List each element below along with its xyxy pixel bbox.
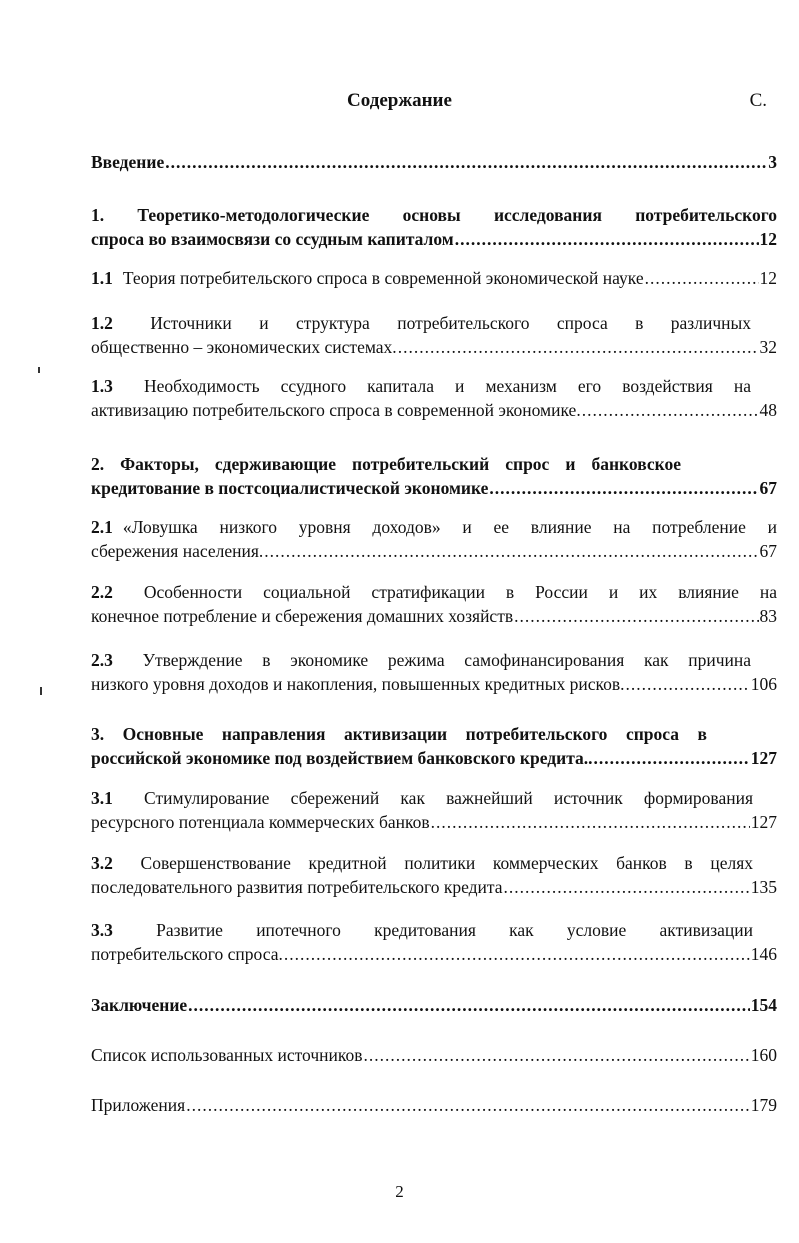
toc-page-number: 83 [759, 606, 777, 626]
toc-entry-title-line: Особенности социальной стратификации в России и их влияние на [143, 582, 778, 602]
dot-leader [489, 476, 758, 500]
toc-entry-title: Теория потребительского спроса в современной экономической науке [122, 268, 644, 288]
toc-entry-title: Приложения [91, 1095, 186, 1115]
dot-leader [645, 266, 759, 290]
toc-entry-section-3-1[interactable] [91, 786, 777, 834]
toc-entry-title-line: Необходимость ссудного капитала и механизм его воздействия на [143, 376, 752, 396]
toc-entry-title-line: 3. Основные направления активизации потребительского спроса в [91, 724, 707, 744]
toc-entry-title: Введение [91, 152, 165, 172]
toc-entry-title-line: Источники и структура потребительского спроса в различных [150, 313, 751, 333]
dot-leader [582, 398, 759, 422]
toc-entry-appendices[interactable] [91, 1093, 777, 1117]
page-number: 2 [395, 1182, 404, 1201]
scan-artifact [40, 687, 42, 695]
toc-entry-section-2-3[interactable] [91, 648, 777, 696]
dot-leader [625, 672, 749, 696]
toc-entry-title: Заключение [91, 995, 188, 1015]
toc-entry-section-1-3[interactable] [91, 374, 777, 422]
section-number: 3.3 [91, 920, 113, 940]
toc-entry-title-line: конечное потребление и сбережения домашних хозяйств [91, 606, 514, 626]
dot-leader [186, 1093, 750, 1117]
section-number: 1.2 [91, 313, 113, 333]
page-title: Содержание [347, 90, 452, 111]
section-number: 3.1 [91, 788, 113, 808]
section-number: 2.2 [91, 582, 113, 602]
toc-page-number: 12 [759, 229, 777, 249]
toc-entry-title-line: российской экономике под воздействием банковского кредита.. [91, 748, 593, 768]
page-column-label: С. [749, 90, 767, 111]
dot-leader [594, 746, 750, 770]
toc-page-number: 146 [750, 944, 777, 964]
dot-leader [431, 810, 750, 834]
toc-entry-conclusion[interactable] [91, 993, 777, 1017]
toc-entry-section-2-2[interactable] [91, 580, 777, 628]
section-number: 1.3 [91, 376, 113, 396]
toc-entry-title: Список использованных источников [91, 1045, 363, 1065]
toc-entry-title-line: общественно – экономических системах. [91, 337, 397, 357]
section-number: 2.1 [91, 517, 113, 537]
toc-page-number: 48 [759, 400, 777, 420]
toc-entry-references[interactable] [91, 1043, 777, 1067]
toc-page-number: 3 [768, 152, 777, 172]
toc-entry-title-line: 2. Факторы, сдерживающие потребительский спрос и банковское [91, 454, 681, 474]
toc-page-number: 12 [759, 268, 777, 288]
dot-leader [364, 1043, 750, 1067]
toc-entry-introduction[interactable] [91, 150, 777, 174]
toc-entry-section-1-1[interactable] [91, 266, 777, 290]
toc-entry-title-line: последовательного развития потребительского кредита [91, 877, 503, 897]
toc-page-number: 160 [750, 1045, 777, 1065]
toc-entry-section-1-2[interactable] [91, 311, 777, 359]
dot-leader [514, 604, 758, 628]
toc-entry-title-line: низкого уровня доходов и накопления, повышенных кредитных рисков. [91, 674, 625, 694]
toc-page-number: 67 [759, 478, 777, 498]
toc-entry-title-line: Стимулирование сбережений как важнейший источник формирования [144, 788, 753, 808]
toc-page-number: 106 [750, 674, 777, 694]
dot-leader [504, 875, 750, 899]
toc-entry-section-3-2[interactable] [91, 851, 777, 899]
section-number: 2.3 [91, 650, 113, 670]
toc-entry-title-line: Развитие ипотечного кредитования как условие активизации [156, 920, 753, 940]
dot-leader [455, 227, 759, 251]
toc-entry-title-line: 1. Теоретико-методологические основы исследования потребительского [91, 205, 777, 225]
dot-leader [284, 942, 750, 966]
toc-page-number: 127 [750, 748, 777, 768]
toc-entry-title-line: Совершенствование кредитной политики коммерческих банков в целях [140, 853, 754, 873]
toc-entry-chapter-2[interactable] [91, 452, 777, 500]
toc-entry-chapter-3[interactable] [91, 722, 777, 770]
toc-entry-section-2-1[interactable] [91, 515, 777, 563]
toc-page-number: 179 [750, 1095, 777, 1115]
toc-entry-title-line: кредитование в постсоциалистической экономике [91, 478, 489, 498]
toc-entry-title-line: активизацию потребительского спроса в современной экономике. [91, 400, 581, 420]
section-number: 3.2 [91, 853, 113, 873]
scan-artifact [38, 367, 40, 373]
toc-entry-title-line: ресурсного потенциала коммерческих банков [91, 812, 430, 832]
toc-page-number: 67 [759, 541, 777, 561]
dot-leader [165, 150, 767, 174]
section-number: 1.1 [91, 268, 113, 288]
toc-entry-title-line: потребительского спроса. [91, 944, 283, 964]
toc-entry-chapter-1[interactable] [91, 203, 777, 251]
toc-entry-title-line: «Ловушка низкого уровня доходов» и ее влияние на потребление и [122, 517, 777, 537]
dot-leader [264, 539, 758, 563]
toc-page-number: 32 [759, 337, 777, 357]
toc-page-number: 127 [750, 812, 777, 832]
toc-page-number: 135 [750, 877, 777, 897]
toc-header [0, 90, 799, 114]
toc-entry-title-line: Утверждение в экономике режима самофинансирования как причина [142, 650, 752, 670]
dot-leader [188, 993, 750, 1017]
toc-entry-section-3-3[interactable] [91, 918, 777, 966]
toc-entry-title-line: сбережения населения. [91, 541, 264, 561]
toc-page-number: 154 [750, 995, 777, 1015]
toc-entry-title-line: спроса во взаимосвязи со ссудным капиталом [91, 229, 454, 249]
dot-leader [398, 335, 759, 359]
